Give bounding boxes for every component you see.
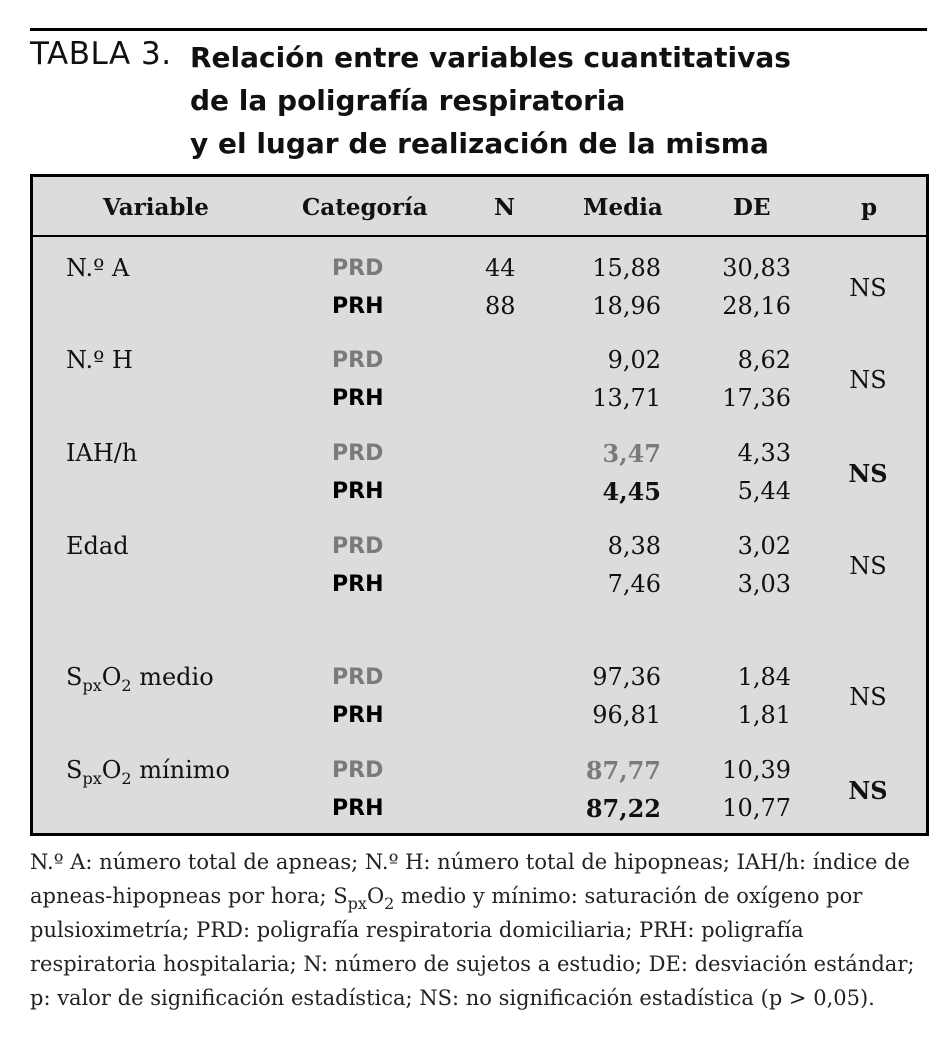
row-variable: N.º H	[66, 346, 133, 374]
row-media: 97,36	[592, 663, 661, 691]
table-header-row	[33, 177, 926, 237]
row-de: 3,03	[737, 570, 791, 598]
row-de: 5,44	[737, 477, 791, 505]
row-category-prh: PRH	[332, 703, 384, 728]
caption-line-1: Relación entre variables cuantitativas	[190, 41, 791, 74]
row-n: 44	[485, 254, 516, 282]
row-de: 28,16	[722, 292, 791, 320]
row-media: 7,46	[607, 570, 661, 598]
row-variable: IAH/h	[66, 439, 138, 467]
caption-line-3: y el lugar de realización de la misma	[190, 127, 769, 160]
row-p-value: NS	[849, 552, 887, 580]
row-category-prh: PRH	[332, 479, 384, 504]
table-number-label: TABLA 3.	[30, 36, 172, 72]
row-category-prh: PRH	[332, 386, 384, 411]
row-media: 4,45	[602, 477, 661, 506]
row-category-prd: PRD	[332, 758, 384, 783]
table-caption	[190, 36, 890, 165]
header-n: N	[494, 194, 516, 221]
row-p-value: NS	[849, 366, 887, 394]
row-media: 13,71	[592, 384, 661, 412]
row-media: 15,88	[592, 254, 661, 282]
row-media: 9,02	[607, 346, 661, 374]
row-media: 87,22	[585, 794, 661, 823]
header-p: p	[861, 194, 878, 221]
row-de: 1,84	[737, 663, 791, 691]
row-de: 4,33	[737, 439, 791, 467]
row-p-value: NS	[848, 776, 888, 805]
row-media: 18,96	[592, 292, 661, 320]
row-media: 3,47	[602, 439, 661, 468]
row-media: 96,81	[592, 701, 661, 729]
row-media: 87,77	[585, 756, 661, 785]
header-variable: Variable	[103, 194, 209, 221]
row-p-value: NS	[849, 274, 887, 302]
row-de: 17,36	[722, 384, 791, 412]
row-de: 30,83	[722, 254, 791, 282]
data-table	[30, 174, 929, 836]
table-footnote: N.º A: número total de apneas; N.º H: número total de hipopneas; IAH/h: índice de apneas-hipopneas por hora; $S_{px}O_2$ medio y mínimo: saturación de oxígeno por pulsioximetría; PRD: poligrafía respiratoria domiciliaria; PRH: poligrafía respiratoria hospitalaria; N: número de sujetos a estudio; DE: desviación estándar; p: valor de significación estadística; NS: no significación estadística (p > 0,05).	[30, 850, 915, 1010]
row-category-prd: PRD	[332, 348, 384, 373]
row-variable: $S_{px}O_2$ mínimo	[66, 756, 230, 788]
row-p-value: NS	[849, 683, 887, 711]
row-category-prd: PRD	[332, 534, 384, 559]
row-n: 88	[485, 292, 516, 320]
row-de: 3,02	[737, 532, 791, 560]
row-p-value: NS	[848, 459, 888, 488]
header-categoria: Categoría	[302, 194, 428, 221]
row-variable: Edad	[66, 532, 129, 560]
header-media: Media	[583, 194, 663, 221]
row-category-prd: PRD	[332, 665, 384, 690]
row-variable: N.º A	[66, 254, 130, 282]
row-category-prh: PRH	[332, 572, 384, 597]
header-de: DE	[733, 194, 771, 221]
row-category-prd: PRD	[332, 441, 384, 466]
row-de: 10,39	[722, 756, 791, 784]
row-de: 1,81	[737, 701, 791, 729]
row-variable: $S_{px}O_2$ medio	[66, 663, 214, 695]
row-category-prh: PRH	[332, 294, 384, 319]
caption-line-2: de la poligrafía respiratoria	[190, 84, 626, 117]
row-category-prh: PRH	[332, 796, 384, 821]
row-category-prd: PRD	[332, 256, 384, 281]
row-de: 8,62	[737, 346, 791, 374]
title-top-rule	[30, 28, 927, 31]
row-de: 10,77	[722, 794, 791, 822]
row-media: 8,38	[607, 532, 661, 560]
